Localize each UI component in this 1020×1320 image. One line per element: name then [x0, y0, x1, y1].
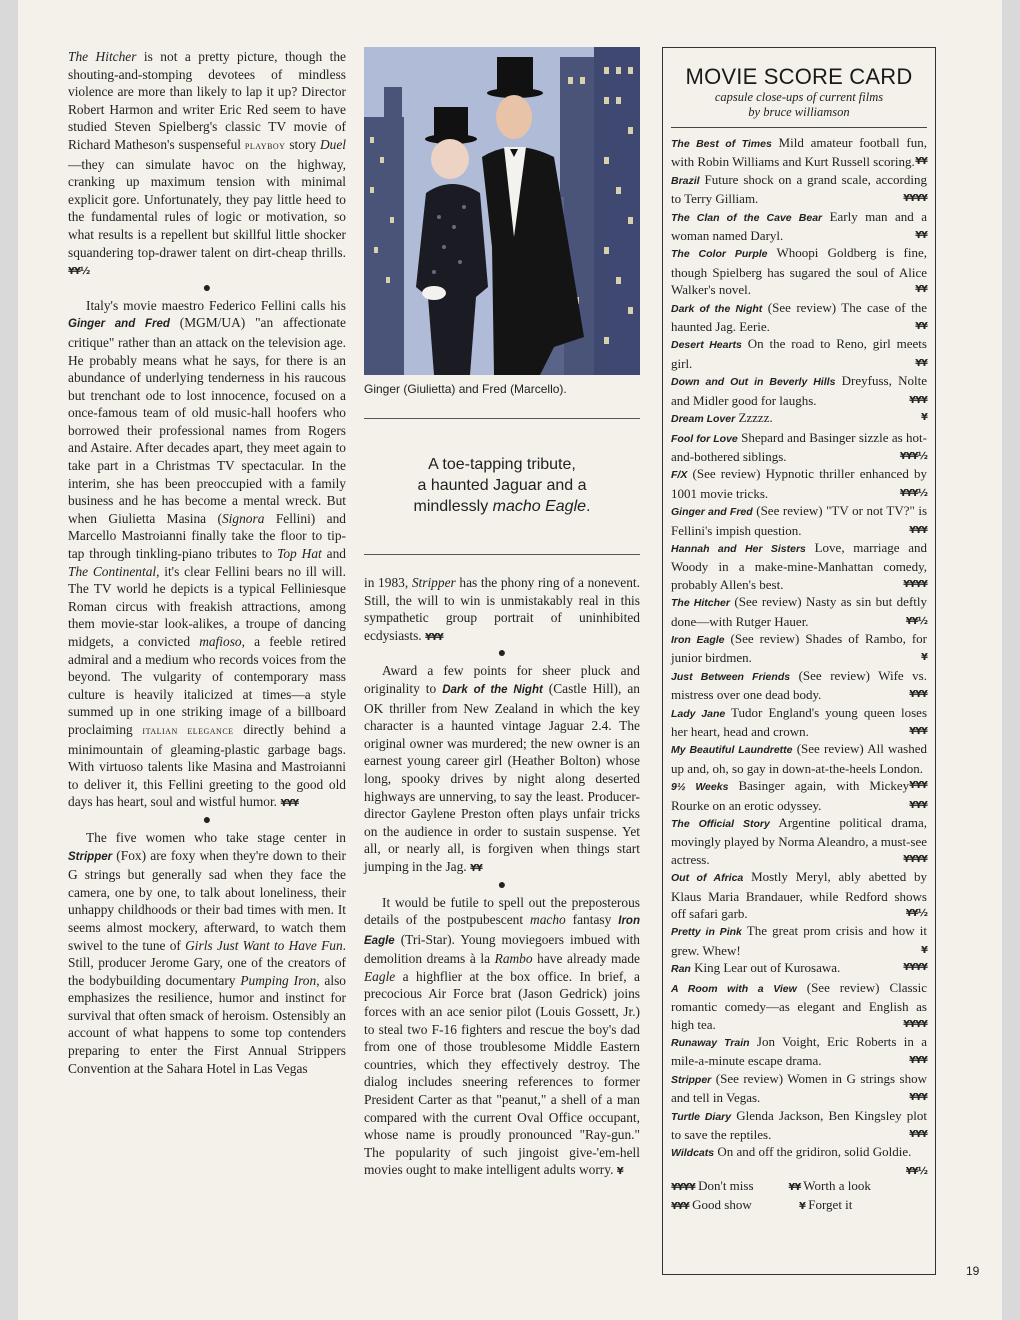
review-column-left	[68, 48, 346, 1077]
score-card-entry	[671, 171, 927, 208]
rating-icon: ¥¥¥¥	[903, 962, 927, 974]
separator-dot: ●	[497, 646, 507, 662]
separator-dot: ●	[202, 280, 212, 296]
rating-icon: ¥¥¥	[909, 394, 927, 406]
entry-title: Dark of the Night	[671, 302, 763, 315]
rating-icon: ¥¥¥¥	[671, 1181, 695, 1193]
rating-icon: ¥¥	[788, 1181, 801, 1193]
rating-legend: ¥¥¥¥ Don't miss ¥¥ Worth a look ¥¥¥ Good show ¥ Forget it	[671, 1177, 871, 1212]
entry-title: The Official Story	[671, 818, 770, 831]
entry-title: Iron Eagle	[671, 633, 725, 646]
entry-title: The Hitcher	[671, 597, 730, 610]
rating-icon: ¥¥¥	[909, 1055, 927, 1067]
rating-icon: ¥¥¥½	[899, 450, 927, 462]
rating-icon: ¥¥¥½	[899, 487, 927, 499]
score-card-entry	[671, 502, 927, 539]
entry-text: Love, marriage and Woody in a make-mine-Manhattan comedy, probably Allen's best.	[671, 539, 927, 592]
rating-icon: ¥¥¥	[909, 1128, 927, 1140]
score-card-entry	[671, 922, 927, 959]
entry-text: Mostly Meryl, ably abetted by Klaus Maria Brandauer, while Redford shows off safari garb.	[671, 869, 927, 922]
entry-text: King Lear out of Kurosawa.	[690, 960, 841, 976]
entry-text: Shepard and Basinger sizzle as hot-and-bothered siblings.	[671, 429, 927, 464]
ginger-and-fred-photo	[364, 47, 640, 375]
hitcher-review: The Hitcher is not a pretty picture, though the shouting-and-stomping devotees of mindless violence are more than likely to lap it up? Director Robert Harmon and writer Eric Red seem to have studied Steven Spielberg's classic TV movie of Richard Matheson's suspenseful playboy story Duel—they can simulate havoc on the highway, cranking up maximum tension with minimal explicit gore. Unfortunately, they pay little heed to the fundamental rules of logic or motivation, so what results is a repellent but skillful little shocker squandering top-drawer talent on dirt-cheap thrills. ¥¥½	[68, 49, 346, 278]
rating-icon: ¥¥¥	[909, 726, 927, 737]
score-card-entry	[671, 777, 927, 814]
rating-icon: ¥	[921, 412, 927, 424]
score-card-title: MOVIE SCORE CARD	[685, 64, 913, 89]
entry-text: Zzzzz.	[735, 410, 773, 426]
entry-text: The great prom crisis and how it grew. Whew!	[671, 923, 927, 958]
entry-text: (See review) All washed up and, oh, so gay in down-at-the-heels London.	[671, 741, 927, 776]
rating-icon: ¥¥¥	[909, 524, 927, 536]
dancers-illustration	[364, 47, 640, 375]
rating-icon: ¥¥¥¥	[903, 193, 927, 205]
score-card-entry	[671, 1143, 927, 1177]
score-card-entry	[671, 868, 927, 922]
score-card-entry	[671, 814, 927, 868]
score-card-entry	[671, 409, 927, 428]
score-card-entry	[671, 959, 927, 978]
rating-icon: ¥¥	[915, 357, 927, 369]
entry-title: The Color Purple	[671, 248, 768, 261]
separator-dot: ●	[202, 812, 212, 828]
rating-icon: ¥¥	[470, 862, 482, 874]
entry-title: 9½ Weeks	[671, 781, 729, 794]
entry-title: Wildcats	[671, 1147, 715, 1160]
entry-text: (See review) The case of the haunted Jag. Eerie.	[671, 299, 927, 335]
rating-icon: ¥¥½	[68, 266, 90, 278]
score-card-entry	[671, 1033, 927, 1070]
entry-title: Ran	[671, 963, 691, 976]
rating-icon: ¥	[921, 944, 927, 956]
rating-icon: ¥¥½	[905, 1165, 927, 1177]
rating-icon: ¥¥½	[905, 908, 927, 920]
rating-icon: ¥	[921, 652, 927, 664]
score-card-entry	[671, 299, 927, 336]
rating-icon: ¥¥¥¥	[903, 1018, 927, 1030]
score-card-entries	[671, 134, 928, 1177]
score-card-entry	[671, 465, 927, 502]
entry-title: Stripper	[671, 1073, 712, 1086]
score-card-entry	[671, 1107, 927, 1144]
score-card-entry	[671, 244, 927, 298]
separator-dot: ●	[497, 877, 507, 893]
score-card-entry	[671, 979, 927, 1033]
score-card-rule	[671, 127, 927, 128]
rating-icon: ¥	[616, 1166, 623, 1178]
entry-title: Down and Out in Beverly Hills	[671, 376, 836, 389]
entry-text: On the road to Reno, girl meets girl.	[671, 336, 927, 371]
entry-title: Hannah and Her Sisters	[671, 542, 806, 555]
rating-icon: ¥¥¥	[425, 631, 443, 643]
entry-text: On and off the gridiron, solid Goldie.	[714, 1144, 912, 1160]
entry-title: Lady Jane	[671, 707, 726, 720]
page-number: 19	[966, 1264, 980, 1278]
stripper-review-start: The five women who take stage center in Stripper (Fox) are foxy when they're down to their G strings but generally sad when they face the camera, one by one, to talk about loneliness, their unhappy childhoods or their bad times with men. It seems almost mockery, afterward, to watch them swivel to the tune of Girls Just Want to Have Fun. Still, producer Jerome Gary, one of the creators of the bodybuilding documentary Pumping Iron, also emphasizes the resilience, humor and instinct for survival that often smack of heroism. Ostensibly an account of what happens to some top contenders preparing to enter the First Annual Strippers Convention at the Sahara Hotel in Las Vegas	[68, 829, 346, 1076]
rating-icon: ¥	[799, 1200, 805, 1212]
entry-text: Whoopi Goldberg is fine, though Spielberg has sugared the soul of Alice Walker's novel.	[671, 245, 927, 298]
score-card-entry	[671, 335, 927, 372]
score-card-entry	[671, 208, 927, 245]
dark-of-the-night-review: Award a few points for sheer pluck and originality to Dark of the Night (Castle Hill), an OK thriller from New Zealand in which the key character is a haunted vintage Jaguar 2.4. The original owner was murdered; the new owner is an earnest young career girl (Heather Bolton) whose long, spooky drives by night along deserted highways are unnerving, to say the least. Producer-director Gaylene Preston often plays unfair tricks on the audience in order to sustain suspense. Yet all, or nearly all, is forgiven when things start jumping in the Jag. ¥¥	[364, 663, 640, 874]
entry-title: Desert Hearts	[671, 339, 742, 352]
entry-text: Basinger again, with Mickey Rourke on an erotic odyssey.	[671, 778, 910, 813]
entry-text: (See review) Nasty as sin but deftly done—with Rutger Hauer.	[671, 594, 928, 629]
rating-icon: ¥¥¥	[909, 689, 927, 701]
entry-text: Argentine political drama, movingly played by Norma Aleandro, a must-see actress.	[671, 815, 928, 867]
rating-icon: ¥¥	[915, 284, 927, 296]
entry-title: A Room with a View	[671, 982, 797, 995]
entry-title: The Clan of the Cave Bear	[671, 211, 823, 224]
rating-icon: ¥¥¥	[280, 798, 299, 810]
entry-title: F/X	[671, 469, 688, 482]
entry-title: Pretty in Pink	[671, 926, 742, 939]
score-card-entry	[671, 134, 927, 171]
magazine-page	[18, 0, 1002, 1320]
pullquote-bottom-rule	[364, 554, 640, 555]
entry-text: Glenda Jackson, Ben Kingsley plot to save the reptiles.	[671, 1107, 927, 1142]
entry-text: Tudor England's young queen loses her heart, head and crown.	[671, 704, 928, 739]
entry-title: The Best of Times	[671, 138, 772, 150]
entry-text: (See review) Shades of Rambo, for junior birdmen.	[671, 630, 928, 666]
entry-text: (See review) Wife vs. mistress over one dead body.	[671, 667, 927, 703]
entry-title: Turtle Diary	[671, 1110, 732, 1123]
score-card-entry	[671, 372, 927, 409]
rating-icon: ¥¥¥	[671, 1200, 689, 1212]
entry-text: Mild amateur football fun, with Robin Williams and Kurt Russell scoring.	[671, 135, 927, 170]
entry-title: Runaway Train	[671, 1036, 750, 1049]
score-card-entry	[671, 429, 927, 466]
review-column-middle	[364, 574, 640, 1181]
rating-icon: ¥¥¥	[909, 799, 927, 811]
score-card-entry	[671, 593, 927, 630]
pullquote-top-rule	[364, 418, 640, 419]
rating-icon: ¥¥¥¥	[903, 853, 927, 865]
entry-text: Dreyfuss, Nolte and Midler good for laughs.	[671, 373, 927, 408]
score-card-entry	[671, 704, 927, 741]
score-card-entry	[671, 667, 927, 704]
entry-text: (See review) Hypnotic thriller enhanced by 1001 movie tricks.	[671, 466, 927, 501]
entry-title: Just Between Friends	[671, 670, 791, 683]
score-card-subtitle: capsule close-ups of current films	[714, 90, 884, 104]
entry-text: Early man and a woman named Daryl.	[671, 208, 927, 244]
rating-icon: ¥¥¥	[909, 780, 927, 792]
entry-title: Ginger and Fred	[671, 506, 753, 519]
rating-icon: ¥¥	[915, 321, 927, 333]
entry-title: My Beautiful Laundrette	[671, 744, 793, 757]
iron-eagle-review: It would be futile to spell out the preposterous details of the postpubescent macho fantasy Iron Eagle (Tri-Star). Young moviegoers imbued with demolition dreams à la Rambo have already made Eagle a highflier at the box office. In brief, a precocious Air Force brat (Jason Gedrick) joins forces with an ace senior pilot (Louis Gossett, Jr.) to steal two F-16 fighters and rescue the boy's dad from one of those troublesome Middle Eastern countries, which they effectively destroy. The dialog includes sneering references to former President Carter as that "peanut," a shell of a man compared with the current Oval Office occupant, whose name is proudly pronounced "Ray-gun." The popularity of such jingoist give-'em-hell movies ought to make intelligent adults worry. ¥	[364, 894, 640, 1178]
rating-icon: ¥¥½	[905, 615, 927, 627]
score-card-entry	[671, 630, 927, 667]
photo-caption: Ginger (Giulietta) and Fred (Marcello).	[364, 382, 567, 396]
score-card-byline: by bruce williamson	[748, 105, 850, 119]
score-card-entry	[671, 539, 927, 593]
entry-text: (See review) "TV or not TV?" is Fellini's impish question.	[671, 503, 927, 538]
entry-title: Out of Africa	[671, 872, 744, 885]
score-card-entry	[671, 1070, 927, 1107]
entry-text: Jon Voight, Eric Roberts in a mile-a-minute escape drama.	[671, 1033, 927, 1069]
rating-icon: ¥¥¥	[909, 1092, 927, 1104]
entry-text: (See review) Classic romantic comedy—as elegant and English as high tea.	[671, 979, 927, 1032]
stripper-review-end: in 1983, Stripper has the phony ring of a nonevent. Still, the will to win is unmistakably real in this sympathetic group portrait of uninhibited ecdysiasts. ¥¥¥	[364, 575, 640, 643]
movie-score-card	[662, 47, 936, 1275]
rating-icon: ¥¥	[915, 156, 927, 168]
rating-icon: ¥¥	[915, 230, 927, 242]
entry-title: Dream Lover	[671, 413, 736, 426]
ginger-review: Italy's movie maestro Federico Fellini calls his Ginger and Fred (MGM/UA) "an affectionate critique" rather than an attack on the television age. He probably means what he says, for there is an abundance of underlying tenderness in his raucous but trenchant ode to lost innocence, focused on a once-famous team of old music-hall hoofers who borrowed their professional names from Rogers and Astaire. After decades apart, they meet again to take part in a Christmas TV spectacular. In the interim, she has been preoccupied with a family business and he has become a mental wreck. But when Giulietta Masina (Signora Fellini) and Marcello Mastroianni finally take the floor to tip-tap through tinkling-piano tributes to Top Hat and The Continental, it's clear Fellini bears no ill will. The TV world he depicts is a typical Felliniesque Roman circus with freakish attractions, among them movie-star look-alikes, a troupe of dancing midgets, a convicted mafioso, a feeble retired admiral and a medium who records voices from the beyond. The vulgarity of contemporary mass culture is heavily italicized at times—a style summed up in one striking image of a billboard proclaiming italian elegance directly behind a minimountain of gleaming-plastic garbage bags. With virtuoso talents like Masina and Mastroianni to deliver it, this Fellini greeting to the good old days has heart, soul and wistful humor. ¥¥¥	[68, 297, 346, 810]
pullquote: A toe-tapping tribute, a haunted Jaguar and a mindlessly macho Eagle.	[413, 456, 591, 515]
rating-icon: ¥¥¥¥	[903, 578, 927, 590]
entry-title: Fool for Love	[671, 432, 738, 445]
entry-text: Future shock on a grand scale, according to Terry Gilliam.	[671, 171, 927, 207]
entry-title: Brazil	[671, 174, 700, 187]
entry-text: (See review) Women in G strings show and tell in Vegas.	[671, 1070, 927, 1106]
